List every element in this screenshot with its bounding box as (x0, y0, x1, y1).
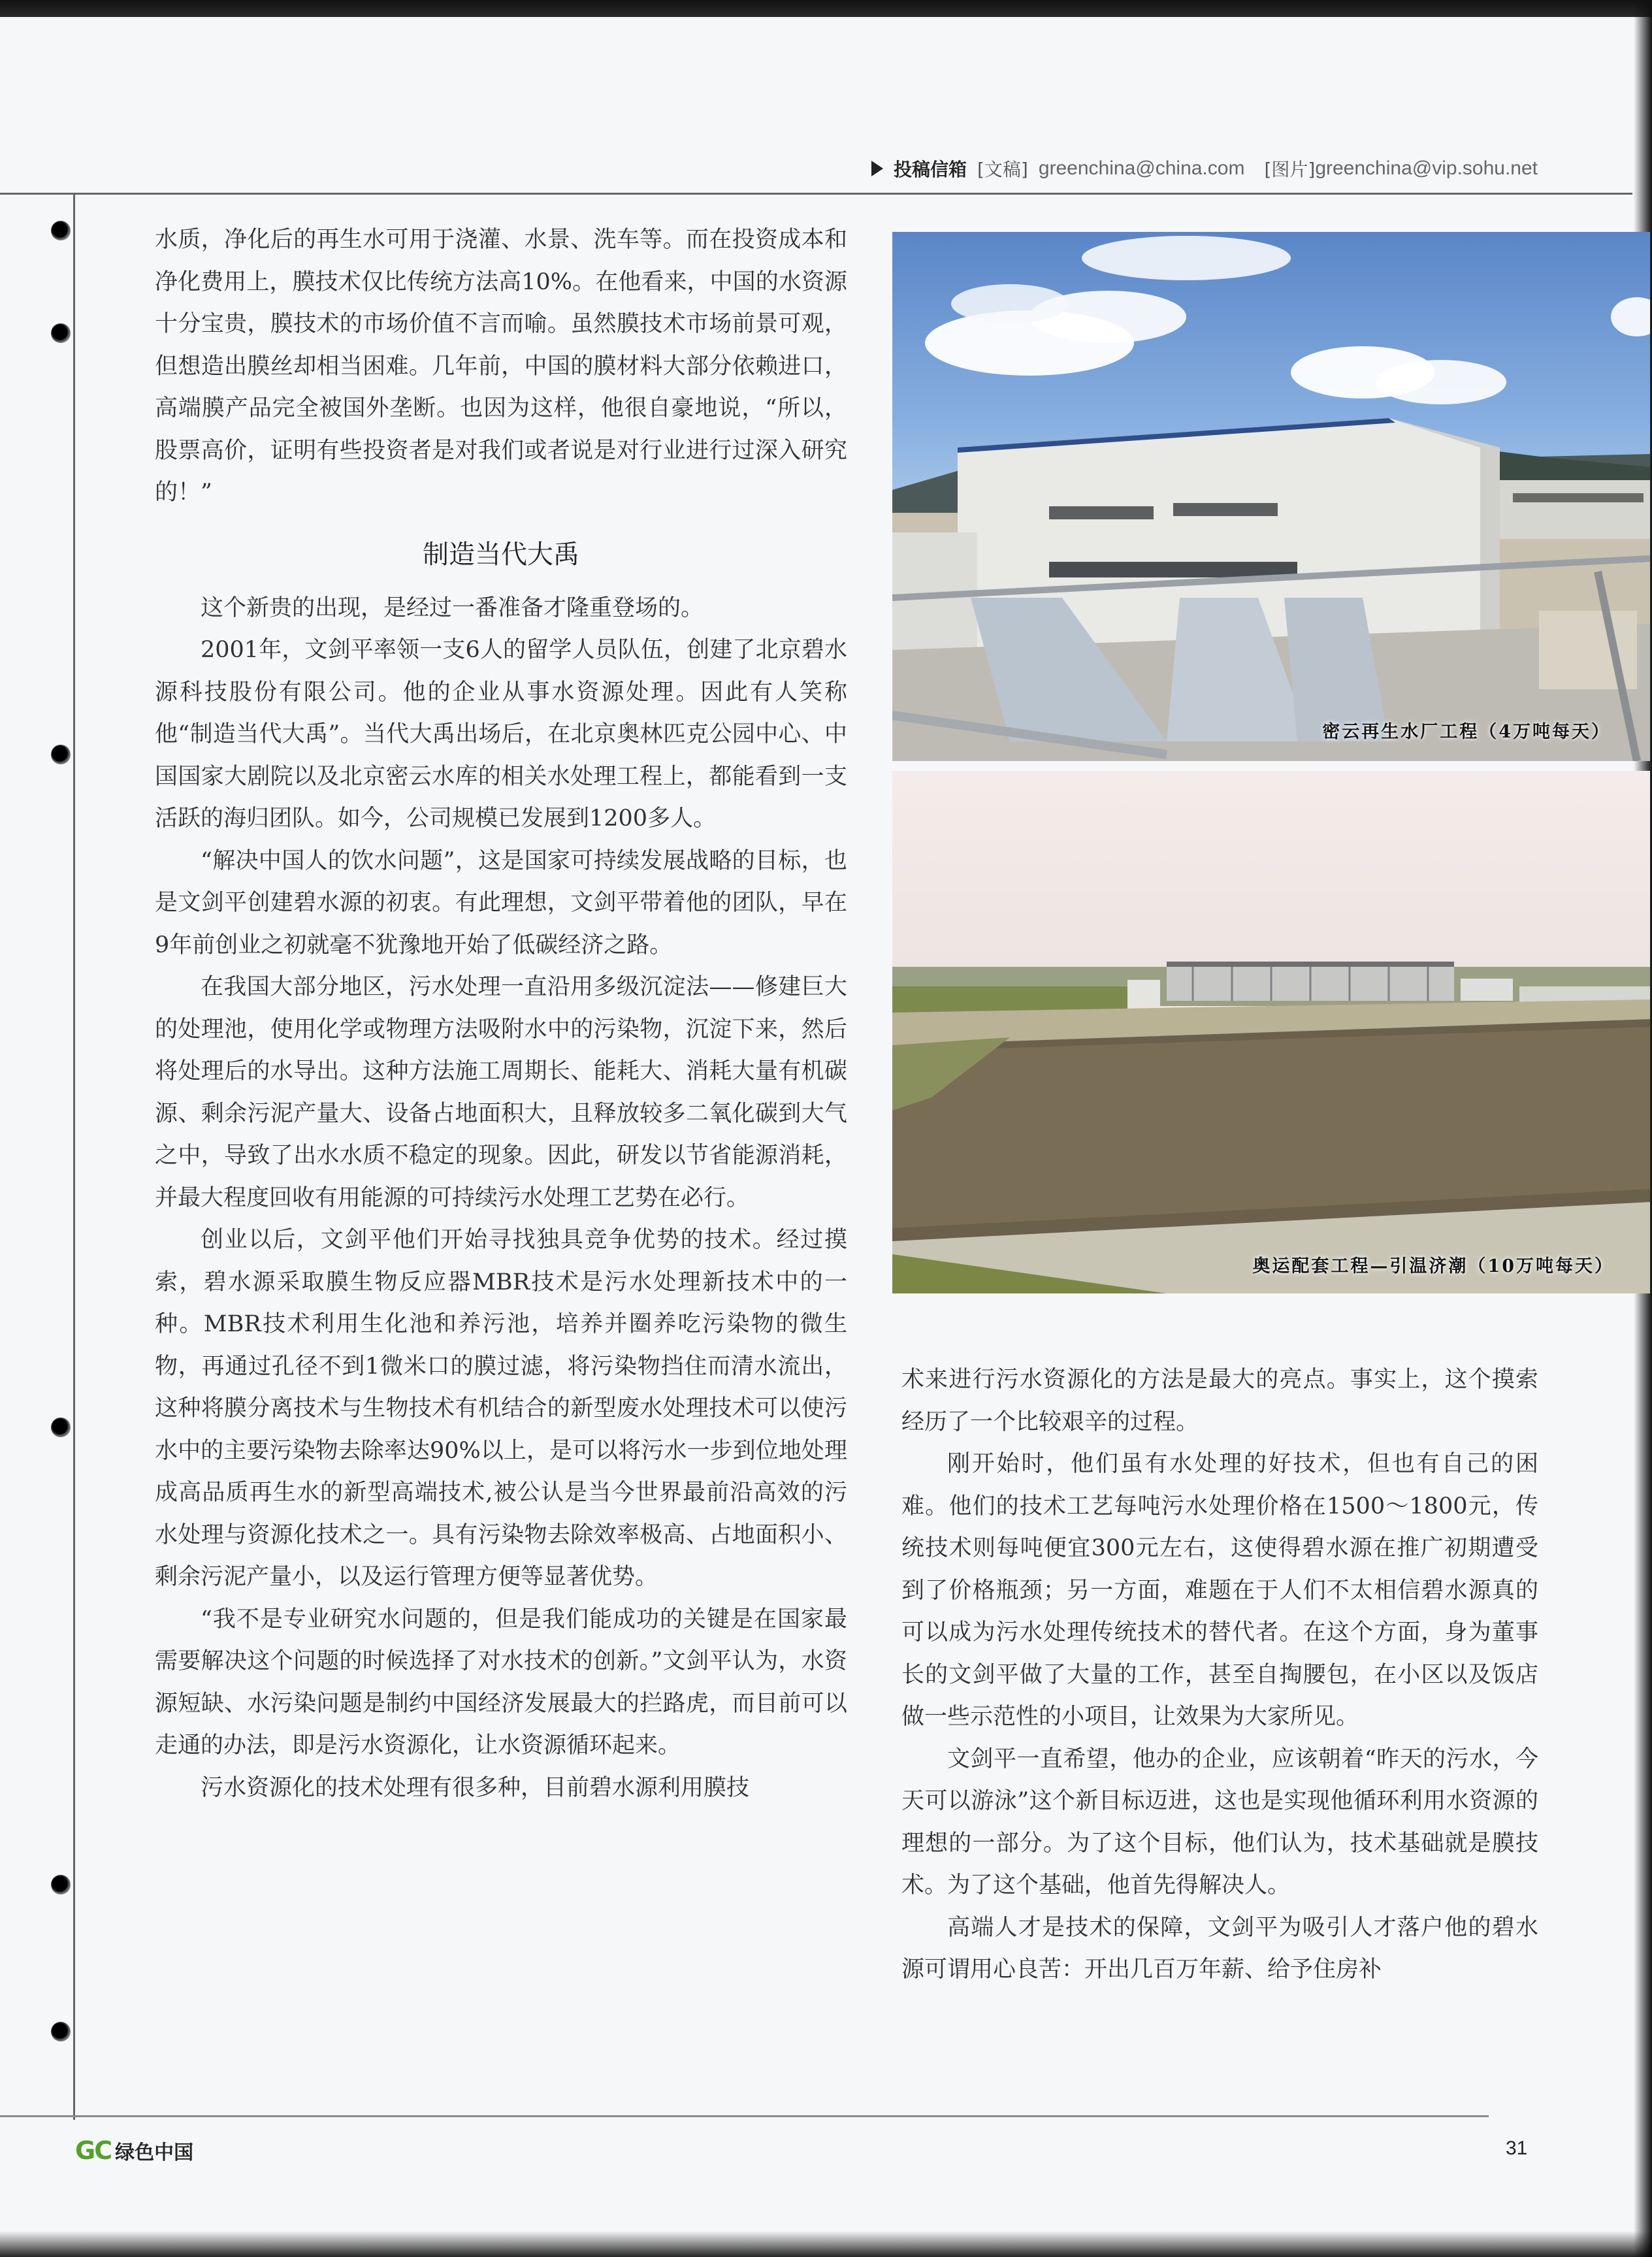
binder-hole (51, 745, 71, 764)
section-heading: 制造当代大禹 (423, 539, 579, 570)
binder-hole (51, 2022, 71, 2041)
body-paragraph: 刚开始时，他们虽有水处理的好技术，但也有自己的困难。他们的技术工艺每吨污水处理价格在1500～1800元，传统技术则每吨便宜300元左右，这使得碧水源在推广初期遭受到了价格瓶颈；另一方面，难题在于人们不太相信碧水源真的可以成为污水处理传统技术的替代者。在这个方面，身为董事长的文剑平做了大量的工作，甚至自掏腰包，在小区以及饭店做一些示范性的小项目，让效果为大家所见。 (901, 1451, 1538, 1730)
left-margin-rule (73, 193, 75, 2120)
body-paragraph: 水质，净化后的再生水可用于浇灌、水景、洗车等。而在投资成本和净化费用上，膜技术仅比传统方法高10%。在他看来，中国的水资源十分宝贵，膜技术的市场价值不言而喻。虽然膜技术市场前景可观，但想造出膜丝却相当困难。几年前，中国的膜材料大部分依赖进口，高端膜产品完全被国外垄断。也因为这样，他很自豪地说，“所以，股票高价，证明有些投资者是对我们或者说是对行业进行过深入研究的！” (155, 227, 847, 506)
footer-rule (0, 2115, 1489, 2117)
photo-tag: [图片] (1264, 159, 1316, 180)
photo2-caption: 奥运配套工程—引温济潮（10万吨每天） (1252, 1256, 1614, 1276)
magazine-name: 绿色中国 (115, 2141, 194, 2164)
binder-hole (51, 1418, 71, 1437)
submission-label: 投稿信箱 (893, 159, 967, 180)
body-paragraph: 2001年，文剑平率领一支6人的留学人员队伍，创建了北京碧水源科技股份有限公司。他的企业从事水资源处理。因此有人笑称他“制造当代大禹”。当代大禹出场后，在北京奥林匹克公园中心、中国国家大剧院以及北京密云水库的相关水处理工程上，都能看到一支活跃的海归团队。如今，公司规模已发展到1200多人。 (155, 637, 847, 832)
arrow-right-icon (871, 161, 883, 176)
photo1-caption: 密云再生水厂工程（4万吨每天） (1322, 722, 1611, 742)
footer-logo (75, 2136, 193, 2165)
plant-illustration (892, 232, 1650, 761)
left-text-column (155, 219, 847, 1809)
right-text-column (901, 1359, 1538, 1991)
body-paragraph: 文剑平一直希望，他办的企业，应该朝着“昨天的污水，今天可以游泳”这个新目标迈进，这也是实现他循环利用水资源的理想的一部分。为了这个目标，他们认为，技术基础就是膜技术。为了这个基础，他首先得解决人。 (901, 1746, 1538, 1898)
basin-illustration (892, 771, 1650, 1293)
body-paragraph: 在我国大部分地区，污水处理一直沿用多级沉淀法——修建巨大的处理池，使用化学或物理方法吸附水中的污染物，沉淀下来，然后将处理后的水导出。这种方法施工周期长、能耗大、消耗大量有机碳源、剩余污泥产量大、设备占地面积大，且释放较多二氧化碳到大气之中，导致了出水水质不稳定的现象。因此，研发以节省能源消耗，并最大程度回收有用能源的可持续污水处理工艺势在必行。 (155, 974, 847, 1211)
body-paragraph: 创业以后，文剑平他们开始寻找独具竞争优势的技术。经过摸索，碧水源采取膜生物反应器MBR技术是污水处理新技术中的一种。MBR技术利用生化池和养污池，培养并圈养吃污染物的微生物，再通过孔径不到1微米口的膜过滤，将污染物挡住而清水流出，这种将膜分离技术与生物技术有机结合的新型废水处理技术可以使污水中的主要污染物去除率达90%以上，是可以将污水一步到位地处理成高品质再生水的新型高端技术,被公认是当今世界最前沿高效的污水处理与资源化技术之一。具有污染物去除效率极高、占地面积小、剩余污泥产量小，以及运行管理方便等显著优势。 (155, 1227, 847, 1590)
submission-header (871, 155, 1538, 182)
page-number: 31 (1506, 2137, 1528, 2159)
photo-email: greenchina@vip.sohu.net (1315, 157, 1538, 179)
binder-hole (51, 1875, 71, 1894)
body-paragraph: 这个新贵的出现，是经过一番准备才隆重登场的。 (201, 594, 704, 621)
text-email: greenchina@china.com (1038, 157, 1245, 179)
gc-logo-icon: GC (75, 2136, 112, 2165)
text-tag: [文稿] (977, 159, 1028, 180)
binder-hole (51, 323, 71, 343)
body-paragraph: “我不是专业研究水问题的，但是我们能成功的关键是在国家最需要解决这个问题的时候选择了对水技术的创新。”文剑平认为，水资源短缺、水污染问题是制约中国经济发展最大的拦路虎，而目前可以走通的办法，即是污水资源化，让水资源循环起来。 (155, 1606, 847, 1759)
header-rule (0, 193, 1632, 195)
body-paragraph: “解决中国人的饮水问题”，这是国家可持续发展战略的目标，也是文剑平创建碧水源的初衷。有此理想，文剑平带着他的团队，早在9年前创业之初就毫不犹豫地开始了低碳经济之路。 (155, 847, 847, 958)
body-paragraph: 高端人才是技术的保障，文剑平为吸引人才落户他的碧水源可谓用心良苦：开出几百万年薪、给予住房补 (901, 1914, 1538, 1983)
body-paragraph: 污水资源化的技术处理有很多种，目前碧水源利用膜技 (201, 1774, 750, 1801)
photo-olympic-project (892, 771, 1650, 1293)
body-paragraph: 术来进行污水资源化的方法是最大的亮点。事实上，这个摸索经历了一个比较艰辛的过程。 (901, 1367, 1538, 1435)
photo-miyun-plant (892, 232, 1650, 761)
binder-hole (51, 221, 71, 240)
